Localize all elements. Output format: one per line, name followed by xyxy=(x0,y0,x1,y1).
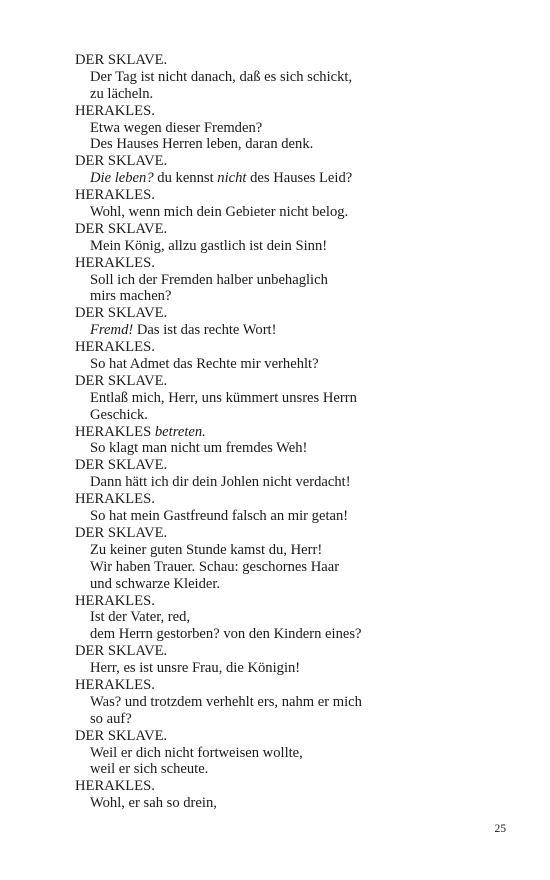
text-run: Soll ich der Fremden halber unbehaglich xyxy=(90,271,328,288)
text-run: Dann hätt ich dir dein Johlen nicht verdacht! xyxy=(90,474,351,491)
text-run: So hat mein Gastfreund falsch an mir getan! xyxy=(90,508,349,525)
text-run: HERAKLES. xyxy=(75,592,155,609)
italic-text: Die leben? xyxy=(90,170,154,187)
text-run: Des Hauses Herren leben, daran denk. xyxy=(90,136,314,153)
speaker-name xyxy=(75,491,515,508)
italic-text: nicht xyxy=(217,170,247,187)
speaker-name xyxy=(75,593,515,610)
text-run: DER SKLAVE. xyxy=(75,524,168,541)
speaker-name xyxy=(75,52,515,69)
italic-text: Fremd! xyxy=(90,322,134,339)
text-run: So klagt man nicht um fremdes Weh! xyxy=(90,440,308,457)
text-run: Weil er dich nicht fortweisen wollte, xyxy=(90,744,303,761)
speaker-name xyxy=(75,677,515,694)
text-run: Wohl, er sah so drein, xyxy=(90,795,217,812)
dialogue-text xyxy=(75,52,515,812)
text-run: DER SKLAVE. xyxy=(75,457,168,474)
speech-line xyxy=(75,508,515,525)
speech-line xyxy=(75,170,515,187)
text-run: DER SKLAVE. xyxy=(75,153,168,170)
speech-line xyxy=(75,795,515,812)
text-run: des Hauses Leid? xyxy=(246,170,353,187)
page-number: 25 xyxy=(494,823,506,835)
speech-line xyxy=(75,288,515,305)
text-run: HERAKLES. xyxy=(75,676,155,693)
text-run: weil er sich scheute. xyxy=(90,761,209,778)
speech-line xyxy=(75,356,515,373)
speaker-name xyxy=(75,255,515,272)
speech-line xyxy=(75,204,515,221)
text-run: HERAKLES. xyxy=(75,491,155,508)
text-run: und schwarze Kleider. xyxy=(90,575,221,592)
speech-line xyxy=(75,660,515,677)
speech-line xyxy=(75,238,515,255)
speech-line xyxy=(75,390,515,407)
italic-text: betreten. xyxy=(154,423,206,440)
speech-line xyxy=(75,694,515,711)
text-run: Ist der Vater, red, xyxy=(90,609,191,626)
speaker-name xyxy=(75,373,515,390)
speech-line xyxy=(75,440,515,457)
speaker-name xyxy=(75,221,515,238)
speaker-name xyxy=(75,643,515,660)
text-run: HERAKLES xyxy=(75,423,155,440)
text-run: mirs machen? xyxy=(90,288,172,305)
text-run: Der Tag ist nicht danach, daß es sich schickt, xyxy=(90,68,353,85)
speech-line xyxy=(75,745,515,762)
speaker-name xyxy=(75,525,515,542)
speech-line xyxy=(75,576,515,593)
speech-line xyxy=(75,626,515,643)
text-run: HERAKLES. xyxy=(75,187,155,204)
text-run: Mein König, allzu gastlich ist dein Sinn! xyxy=(90,237,328,254)
text-run: HERAKLES. xyxy=(75,102,155,119)
text-run: Geschick. xyxy=(90,406,148,423)
speaker-name xyxy=(75,778,515,795)
speech-line xyxy=(75,322,515,339)
text-run: DER SKLAVE. xyxy=(75,727,168,744)
speech-line xyxy=(75,542,515,559)
text-run: HERAKLES. xyxy=(75,778,155,795)
text-run: Wohl, wenn mich dein Gebieter nicht belog. xyxy=(90,204,349,221)
speaker-name xyxy=(75,305,515,322)
speaker-name xyxy=(75,187,515,204)
text-run: DER SKLAVE. xyxy=(75,305,168,322)
text-run: HERAKLES. xyxy=(75,339,155,356)
text-run: DER SKLAVE. xyxy=(75,52,168,68)
text-run: Entlaß mich, Herr, uns kümmert unsres Herrn xyxy=(90,389,357,406)
speech-line xyxy=(75,761,515,778)
speaker-name xyxy=(75,728,515,745)
text-run: du kennst xyxy=(153,170,218,187)
speech-line xyxy=(75,136,515,153)
speech-line xyxy=(75,474,515,491)
text-run: Zu keiner guten Stunde kamst du, Herr! xyxy=(90,541,323,558)
speaker-name xyxy=(75,339,515,356)
speech-line xyxy=(75,120,515,137)
text-run: Herr, es ist unsre Frau, die Königin! xyxy=(90,660,301,677)
text-run: DER SKLAVE. xyxy=(75,643,168,660)
text-run: Das ist das rechte Wort! xyxy=(133,322,277,339)
speech-line xyxy=(75,272,515,289)
text-run: Etwa wegen dieser Fremden? xyxy=(90,119,263,136)
text-run: Was? und trotzdem verhehlt ers, nahm er mich xyxy=(90,693,362,710)
speech-line xyxy=(75,609,515,626)
text-run: so auf? xyxy=(90,710,132,727)
speech-line xyxy=(75,407,515,424)
speech-line xyxy=(75,711,515,728)
text-run: DER SKLAVE. xyxy=(75,220,168,237)
text-run: Wir haben Trauer. Schau: geschornes Haar xyxy=(90,558,340,575)
speaker-name xyxy=(75,153,515,170)
speaker-name xyxy=(75,103,515,120)
text-run: dem Herrn gestorben? von den Kindern eines? xyxy=(90,626,362,643)
text-run: So hat Admet das Rechte mir verhehlt? xyxy=(90,356,319,373)
speech-line xyxy=(75,86,515,103)
speaker-name xyxy=(75,457,515,474)
speech-line xyxy=(75,69,515,86)
speaker-name xyxy=(75,424,515,441)
text-run: HERAKLES. xyxy=(75,254,155,271)
text-run: DER SKLAVE. xyxy=(75,372,168,389)
text-run: zu lächeln. xyxy=(90,85,154,102)
speech-line xyxy=(75,559,515,576)
